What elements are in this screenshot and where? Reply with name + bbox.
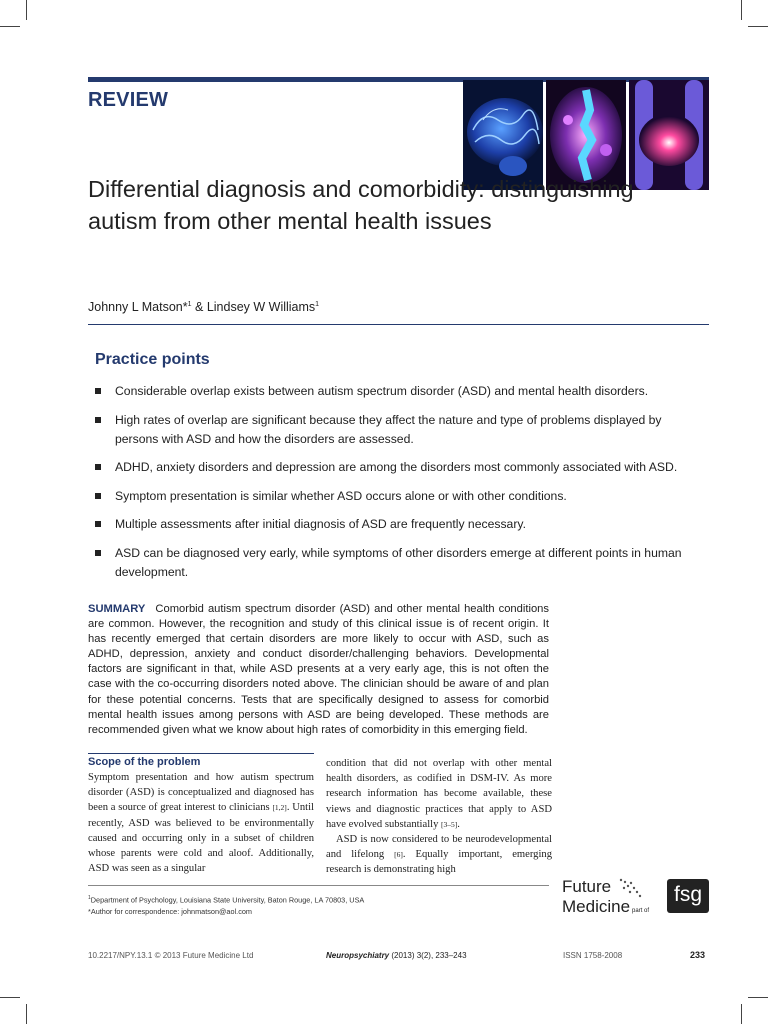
- affiliation: $^1$Department of Psychology, Louisiana State University, Baton Rouge, LA 70803, USA: [88, 895, 365, 905]
- practice-point: Considerable overlap exists between autism spectrum disorder (ASD) and mental health disorders.: [95, 382, 707, 401]
- crop-mark: [741, 1004, 742, 1024]
- bullet-icon: [95, 521, 101, 527]
- practice-point: Multiple assessments after initial diagnosis of ASD are frequently necessary.: [95, 515, 707, 534]
- citation: [6]: [394, 850, 403, 860]
- bullet-icon: [95, 493, 101, 499]
- section-rule: [88, 753, 314, 754]
- practice-point: ASD can be diagnosed very early, while symptoms of other disorders emerge at different points in human development.: [95, 544, 707, 582]
- part-of-label: part of: [632, 908, 650, 914]
- practice-point: High rates of overlap are significant because they affect the nature and type of problems displayed by persons with ASD and how the disorders are assessed.: [95, 411, 707, 449]
- author-name: Johnny L Matson*: [88, 300, 188, 314]
- author-name: Lindsey W Williams: [206, 300, 316, 314]
- crop-mark: [748, 26, 768, 27]
- article-title: Differential diagnosis and comorbidity: distinguishing autism from other mental health issues: [88, 176, 634, 234]
- crop-mark: [0, 997, 20, 998]
- summary-text: Comorbid autism spectrum disorder (ASD) and other mental health conditions are common. However, the recognition and study of this clinical issue is of recent origin. It has recently emerged that certain disorders are more likely to occur with ASD, such as ADHD, depression, anxiety and conduct disorder/challenging behaviors. Developmental factors are significant in that, while ASD presents at a very early age, this is not often the case with the co-occurring disorders noted above. The clinician should be aware of and plan for these potential concerns. Tests that are specifically designed to assess for comorbid mental health issues among persons with ASD are being developed. These methods are recommended given what we know about high rates of comorbidity in this emerging field.: [88, 603, 549, 736]
- bullet-icon: [95, 417, 101, 423]
- bullet-icon: [95, 464, 101, 470]
- affiliation-mark: 1: [88, 895, 91, 901]
- bullet-icon: [95, 388, 101, 394]
- affiliation-mark: 1: [187, 300, 192, 308]
- dots-logo-icon: [618, 877, 644, 899]
- bullet-icon: [95, 550, 101, 556]
- practice-point: ADHD, anxiety disorders and depression are among the disorders most commonly associated with ASD.: [95, 458, 707, 477]
- citation: [1,2]: [272, 803, 287, 813]
- affiliation-mark: 1: [315, 300, 320, 308]
- crop-mark: [748, 997, 768, 998]
- author-separator: &: [191, 300, 207, 314]
- correspondence: *Author for correspondence: johnmatson@aol.com: [88, 906, 252, 916]
- author-rule: [88, 324, 709, 325]
- practice-points-title: Practice points: [95, 351, 210, 368]
- future-medicine-logo: Future Medicine part of: [562, 877, 650, 916]
- section-heading: Scope of the problem: [88, 756, 201, 768]
- footnote-rule: [88, 885, 549, 886]
- practice-point: Symptom presentation is similar whether ASD occurs alone or with other conditions.: [95, 487, 707, 506]
- citation: [3–5]: [441, 819, 458, 829]
- fsg-logo: fsg: [667, 879, 709, 913]
- practice-points-list: [95, 382, 707, 591]
- journal-name: Neuropsychiatry: [326, 951, 390, 960]
- crop-mark: [741, 0, 742, 20]
- crop-mark: [0, 26, 20, 27]
- footer-issn: ISSN 1758-2008: [563, 951, 623, 960]
- footer-doi: 10.2217/NPY.13.1 © 2013 Future Medicine Ltd: [88, 951, 254, 960]
- section-label: REVIEW: [88, 89, 169, 111]
- body-column-2: condition that did not overlap with other mental health disorders, as codified in DSM-IV. As more research information has become available, these views and diagnostic practices that apply to ASD have evolved substantially [3–5]. ASD is now considered to be neurodevelopmental and lifelong [6]. Equally important, emerging research is demonstrating high: [326, 758, 553, 876]
- crop-mark: [26, 0, 27, 20]
- footer-citation: Neuropsychiatry (2013) 3(2), 233–243: [326, 951, 467, 960]
- footnotes: [88, 893, 364, 917]
- summary-label: SUMMARY: [88, 603, 146, 615]
- author-line: [88, 300, 319, 314]
- crop-mark: [26, 1004, 27, 1024]
- body-column-1: Scope of the problem Symptom presentation and how autism spectrum disorder (ASD) is conceptualized and diagnosed has been a source of great interest to clinicians [1,2]. Until recently, ASD was believed to be environmentally caused and occurring only in a subset of children whose parents were cold and aloof. Additionally, ASD was seen as a singular: [88, 753, 314, 876]
- page-number: 233: [690, 950, 706, 960]
- summary-paragraph: [88, 602, 549, 738]
